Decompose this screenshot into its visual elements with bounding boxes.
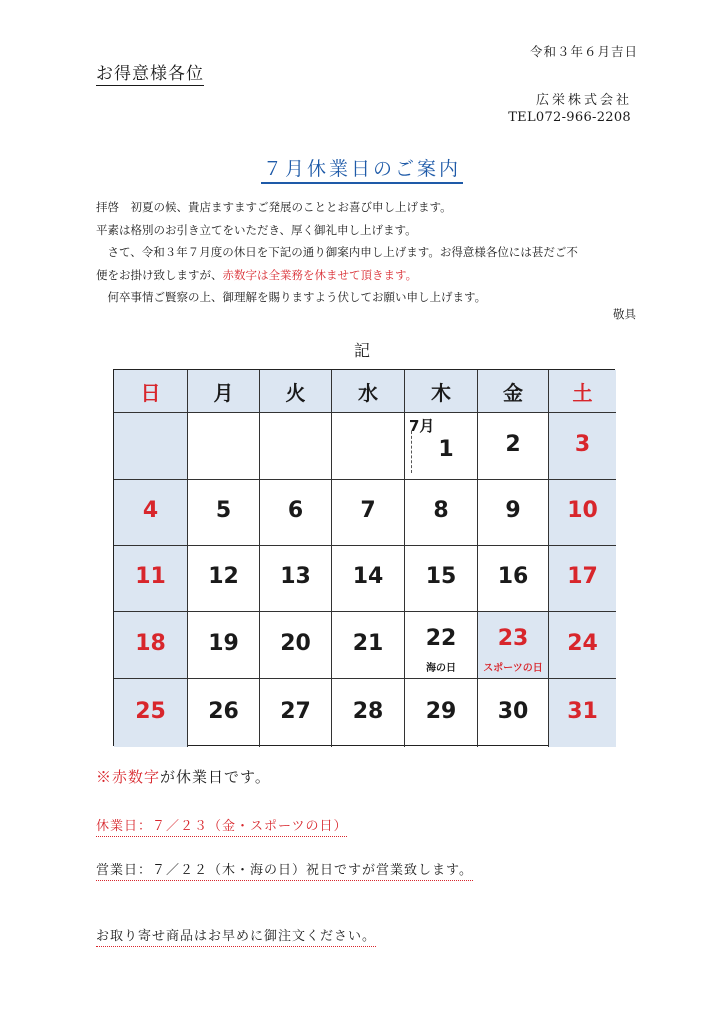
order-notice: お取り寄せ商品はお早めに御注文ください。 bbox=[96, 925, 376, 947]
page-title-text: ７月休業日のご案内 bbox=[261, 158, 463, 184]
calendar-day-29 bbox=[405, 679, 478, 747]
calendar-day-16 bbox=[478, 546, 549, 612]
calendar-day-8 bbox=[405, 480, 478, 546]
weekday-sat: 土 bbox=[549, 370, 616, 413]
day-number: 10 bbox=[567, 498, 598, 523]
day-number: 26 bbox=[208, 698, 239, 724]
day-number: 9 bbox=[505, 498, 521, 523]
body-line-1: 拝啓 初夏の候、貴店ますますご発展のこととお喜び申し上げます。 bbox=[96, 200, 452, 214]
calendar-day-30 bbox=[478, 679, 549, 747]
body-line-4 bbox=[96, 264, 641, 287]
calendar-day-18 bbox=[114, 612, 188, 679]
day-number: 2 bbox=[505, 431, 521, 457]
calendar-day-19 bbox=[188, 612, 260, 679]
month-label: 7月 bbox=[409, 417, 435, 435]
calendar-day-24 bbox=[549, 612, 616, 679]
holiday-note-umi: 海の日 bbox=[426, 663, 456, 674]
body-line-4-red: 赤数字は全業務を休ませて頂きます。 bbox=[222, 267, 418, 282]
day-number: 8 bbox=[433, 498, 449, 523]
weekday-sun: 日 bbox=[114, 370, 188, 413]
day-number: 7 bbox=[360, 498, 376, 523]
calendar-day-9 bbox=[478, 480, 549, 546]
day-number: 27 bbox=[280, 698, 311, 724]
calendar-day-6 bbox=[260, 480, 332, 546]
calendar-day-17 bbox=[549, 546, 616, 612]
day-number: 11 bbox=[135, 564, 166, 589]
day-number: 19 bbox=[208, 630, 239, 656]
body-line-4-text: 便をお掛け致しますが、 bbox=[96, 267, 223, 282]
calendar-day-4 bbox=[114, 480, 188, 546]
letter-body bbox=[96, 196, 641, 309]
calendar-day-12 bbox=[188, 546, 260, 612]
day-number: 15 bbox=[425, 564, 457, 589]
day-number: 28 bbox=[352, 698, 384, 724]
day-number: 24 bbox=[567, 630, 598, 656]
day-number: 4 bbox=[142, 498, 159, 523]
day-number: 12 bbox=[208, 564, 239, 589]
calendar-day-28 bbox=[332, 679, 405, 747]
dashed-divider bbox=[411, 431, 412, 473]
day-number: 13 bbox=[280, 564, 311, 589]
calendar-cell-empty bbox=[260, 413, 332, 480]
day-number: 23 bbox=[497, 625, 529, 651]
calendar-day-27 bbox=[260, 679, 332, 747]
legend-note-red: ※赤数字 bbox=[96, 768, 161, 786]
calendar-day-14 bbox=[332, 546, 405, 612]
calendar-cell-empty bbox=[114, 413, 188, 480]
holiday-note-sports: スポーツの日 bbox=[483, 663, 543, 674]
calendar-day-5 bbox=[188, 480, 260, 546]
body-line-5: 何卒事情ご賢察の上、御理解を賜りますよう伏してお願い申し上げます。 bbox=[96, 290, 487, 304]
day-number: 18 bbox=[135, 630, 166, 656]
company-tel: TEL072-966-2208 bbox=[508, 110, 631, 125]
day-number: 17 bbox=[567, 564, 598, 589]
recipient: お得意様各位 bbox=[96, 64, 204, 86]
calendar-day-11 bbox=[114, 546, 188, 612]
weekday-fri: 金 bbox=[478, 370, 549, 413]
weekday-thu: 木 bbox=[405, 370, 478, 413]
closed-day-line: 休業日：７／２３（金・スポーツの日） bbox=[96, 815, 347, 837]
calendar-day-3 bbox=[549, 413, 616, 480]
open-day-line: 営業日：７／２２（木・海の日）祝日ですが営業致します。 bbox=[96, 859, 473, 881]
company-name: 広栄株式会社 bbox=[535, 93, 632, 108]
day-number: 20 bbox=[280, 630, 311, 656]
day-number: 3 bbox=[574, 431, 591, 457]
calendar-day-2 bbox=[478, 413, 549, 480]
page-title bbox=[0, 158, 724, 184]
calendar-day-1 bbox=[405, 413, 478, 480]
day-number: 14 bbox=[352, 564, 384, 589]
ki-heading: 記 bbox=[353, 341, 370, 360]
weekday-wed: 水 bbox=[332, 370, 405, 413]
calendar-day-13 bbox=[260, 546, 332, 612]
calendar-cell-empty bbox=[188, 413, 260, 480]
day-number: 22 bbox=[425, 625, 457, 651]
calendar-day-10 bbox=[549, 480, 616, 546]
day-number: 25 bbox=[135, 698, 166, 724]
legend-note-text: が休業日です。 bbox=[160, 768, 271, 786]
body-line-3: さて、令和３年７月度の休日を下記の通り御案内申し上げます。お得意様各位には甚だご不 bbox=[96, 245, 578, 259]
day-number: 30 bbox=[497, 698, 529, 724]
day-number: 16 bbox=[497, 564, 529, 589]
day-number: 5 bbox=[215, 498, 232, 523]
calendar-day-26 bbox=[188, 679, 260, 747]
letter-date: 令和３年６月吉日 bbox=[529, 44, 638, 59]
day-number: 6 bbox=[287, 498, 304, 523]
day-number: 1 bbox=[438, 436, 454, 462]
day-number: 29 bbox=[425, 698, 457, 724]
calendar-day-31 bbox=[549, 679, 616, 747]
calendar-cell-empty bbox=[332, 413, 405, 480]
calendar-day-20 bbox=[260, 612, 332, 679]
calendar-day-15 bbox=[405, 546, 478, 612]
weekday-mon: 月 bbox=[188, 370, 260, 413]
calendar-day-7 bbox=[332, 480, 405, 546]
body-line-2: 平素は格別のお引き立てをいただき、厚く御礼申し上げます。 bbox=[96, 222, 417, 237]
calendar-day-21 bbox=[332, 612, 405, 679]
day-number: 31 bbox=[567, 698, 598, 724]
calendar-day-23 bbox=[478, 612, 549, 679]
weekday-tue: 火 bbox=[260, 370, 332, 413]
holiday-calendar bbox=[113, 369, 615, 746]
calendar-day-22 bbox=[405, 612, 478, 679]
legend-note bbox=[96, 766, 271, 787]
closing-keigu: 敬具 bbox=[613, 307, 636, 321]
day-number: 21 bbox=[352, 630, 384, 656]
calendar-day-25 bbox=[114, 679, 188, 747]
